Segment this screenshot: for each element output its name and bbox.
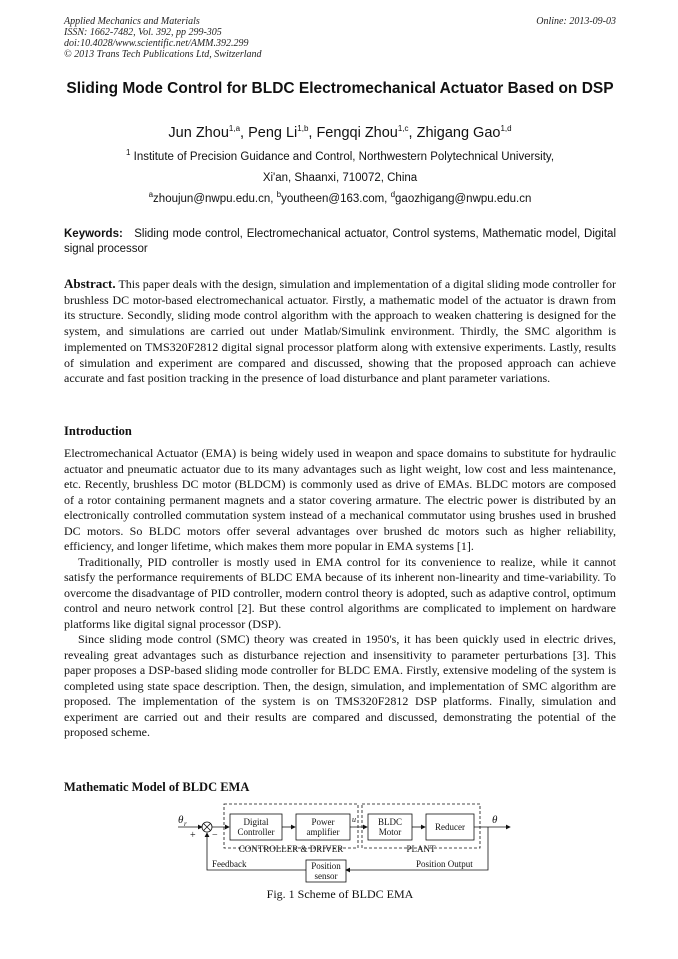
email-address: gaozhigang@nwpu.edu.cn (395, 193, 532, 205)
author-sup: 1,b (297, 124, 309, 134)
author-sup: 1,a (228, 124, 241, 134)
position-sensor-line-2: sensor (314, 871, 338, 881)
online-date: Online: 2013-09-03 (536, 16, 616, 27)
abstract (64, 276, 616, 387)
position-output-label: Position Output (416, 859, 473, 869)
author-name: Zhigang Gao (416, 125, 501, 141)
introduction-body (64, 446, 616, 741)
affiliation-text-1: Institute of Precision Guidance and Control, Northwestern Polytechnical University, (133, 151, 555, 163)
digital-controller-line-1: Digital (243, 817, 269, 827)
abstract-label: Abstract. (64, 276, 116, 291)
affiliation-sup: 1 (125, 148, 131, 158)
controller-driver-label: CONTROLLER & DRIVER (238, 844, 344, 854)
feedback-label: Feedback (212, 859, 247, 869)
journal-copyright: © 2013 Trans Tech Publications Ltd, Switzerland (64, 49, 262, 60)
abstract-text: This paper deals with the design, simulation and implementation of a digital sliding mode controller for brushless DC motor-based electromechanical actuator. Firstly, a mathematic model of the actuator is drawn from its structure. Secondly, sliding mode control algorithm with the approach to weaken chattering is designed for the system, and simulations are carried out under Matlab/Simulink environment. Thirdly, the SMC algorithm is implemented on TMS320F2812 digital signal processor platform along with extensive experiments. Lastly, results of simulation and experiment are compared and discussed, showing that the proposed approach can achieve accurate and fast position tracking in the presence of load disturbance and plant parameter variations. (64, 277, 616, 386)
output-theta-label: θ (492, 814, 498, 826)
author-name: Jun Zhou (168, 125, 229, 141)
plant-label: PLANT (406, 844, 436, 854)
bldc-motor-line-1: BLDC (377, 817, 403, 827)
author-sup: 1,d (500, 124, 512, 134)
bldc-motor-line-2: Motor (378, 827, 402, 837)
position-sensor-line-1: Position (311, 861, 341, 871)
author-name: Fengqi Zhou (316, 125, 398, 141)
digital-controller-line-2: Controller (237, 827, 275, 837)
journal-header (64, 16, 616, 60)
author-list: Jun Zhou$^{1,a}$, Peng Li$^{1,b}$, Fengqi Zhou$^{1,c}$, Zhigang Gao$^{1,d}$ (168, 124, 512, 141)
affiliation-line-2: Xi'an, Shaanxi, 710072, China (262, 172, 418, 184)
power-amplifier-line-1: Power (311, 817, 335, 827)
paper-title: Sliding Mode Control for BLDC Electromechanical Actuator Based on DSP (66, 80, 614, 97)
paragraph: Since sliding mode control (SMC) theory was created in 1950's, it has been quickly used in electric drives, revealing great advantages such as disturbance rejection and insensitivity to parameter perturbations [3]. This paper proposes a DSP-based sliding mode controller for BLDC EMA. Firstly, extensive modeling of the system is completed using state space description. Then, the design, simulation, and implementation of SMC algorithm are proposed. The implementation of the system is on TMS320F2812 DSP platforms. Finally, simulation and experiment are carried out and their results are compared and discussed, demonstrating the potential of the proposed scheme. (64, 632, 616, 739)
summing-junction-icon (202, 822, 212, 832)
author-sup: 1,c (397, 124, 409, 134)
input-theta-label: θ (178, 814, 184, 826)
author-name: Peng Li (248, 125, 298, 141)
journal-name: Applied Mechanics and Materials (64, 16, 200, 27)
email-address: zhoujun@nwpu.edu.cn, (153, 193, 274, 205)
minus-sign: − (212, 830, 218, 841)
plus-sign: + (190, 830, 196, 841)
journal-doi: doi:10.4028/www.scientific.net/AMM.392.299 (64, 38, 249, 49)
keywords (64, 227, 616, 257)
email-sup: d (390, 190, 396, 200)
bldc-ema-block-diagram (170, 800, 530, 890)
figure-caption: Fig. 1 Scheme of BLDC EMA (266, 887, 414, 901)
affiliation-line-1 (64, 150, 616, 164)
section-heading-introduction: Introduction (64, 424, 132, 438)
email-address: youtheen@163.com, (281, 193, 388, 205)
keywords-text: Sliding mode control, Electromechanical actuator, Control systems, Mathematic model, Digital signal processor (64, 228, 616, 255)
paragraph: Electromechanical Actuator (EMA) is being widely used in weapon and space domains to substitute for hydraulic actuator and pneumatic actuator due to its many advantages such as light weight, low cost and less maintenance, etc. Recently, brushless DC motor (BLDCM) is commonly used as drive of EMAs. BLDC motors are composed of a rotor containing permanent magnets and a stator covering armature. The electric power is distributed by an electronically controlled commutation system instead of a mechanical commutator using brushes used in brushed DC motors. So BLDC motors offer several advantages over brushed dc motors such as higher reliability, efficiency, and longer lifetime, which makes them more popular in EMA systems [1]. (64, 446, 616, 553)
reducer-label: Reducer (435, 822, 465, 832)
email-sup: b (276, 190, 282, 200)
keywords-label: Keywords: (64, 228, 123, 240)
u-label: u (352, 815, 356, 824)
power-amplifier-line-2: amplifier (306, 827, 340, 837)
email-line (64, 192, 616, 206)
paragraph: Traditionally, PID controller is mostly used in EMA control for its convenience to realize, while it cannot satisfy the performance requirements of BLDC EMA because of its inherent non-linearity and time-variability. To overcome the disadvantage of PID controller, modern control theory is adopted, such as adaptive control, optimum control and neuro network control [2]. But these control algorithms are complicated to implement on hardware platforms like digital signal processor (DSP). (64, 554, 616, 631)
journal-issn: ISSN: 1662-7482, Vol. 392, pp 299-305 (64, 27, 222, 38)
section-heading-model: Mathematic Model of BLDC EMA (64, 780, 250, 794)
input-theta-sub: r (184, 820, 187, 828)
email-sup: a (148, 190, 154, 200)
